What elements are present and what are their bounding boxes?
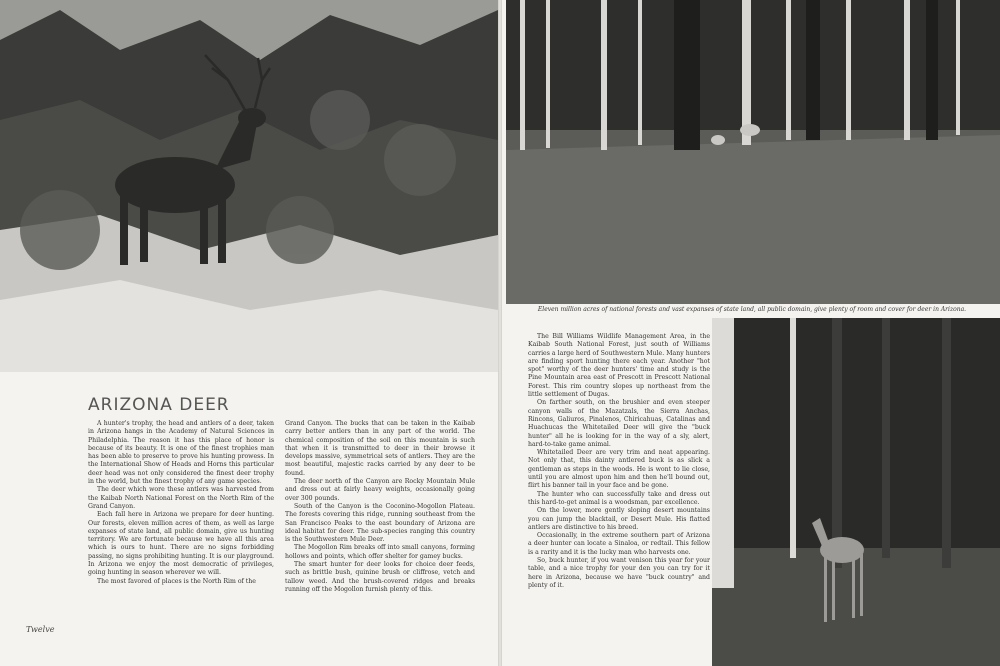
paragraph: The smart hunter for deer looks for choice deer feeds, such as brittle bush, quinine brush or cliffrose, vetch and tallow weed. And the brush-covered ridges and breaks running off the Mogollon furnish plenty of this. (285, 561, 475, 593)
paragraph: The deer which wore these antlers was harvested from the Kaibab North National Forest on the North Rim of the Grand Canyon. (88, 486, 274, 510)
paragraph: On farther south, on the brushier and even steeper canyon walls of the Mazatzals, the Sierra Anchas, Rincons, Galiuros, Pinalenos, Chiricahuas, Catalinas and Huachucas the Whitetailed Deer will give the "buck hunter" all he is looking for in the way of a sly, alert, hard-to-take game animal. (528, 399, 710, 448)
paragraph: On the lower, more gently sloping desert mountains you can jump the blacktail, or Desert Mule. His flatted antlers are distinctive to his breed. (528, 507, 710, 531)
paragraph: The hunter who can successfully take and dress out this hard-to-get animal is a woodsman, par excellence. (528, 490, 710, 506)
forest-deer-photo (506, 0, 1000, 304)
paragraph: So, buck hunter, if you want venison this year for your table, and a nice trophy for your den you can try for it here in Arizona, because we have "buck country" and plenty of it. (528, 557, 710, 589)
column-1 (88, 420, 274, 586)
paragraph: Whitetailed Deer are very trim and neat appearing. Not only that, this dainty antlered buck is as slick a gentleman as steps in the woods. He is wont to lie close, until you are almost upon him and then he'll bound out, flirt his banner tail in your face and be gone. (528, 449, 710, 490)
paragraph: The most favored of places is the North Rim of the (97, 577, 256, 585)
paragraph: The deer north of the Canyon are Rocky Mountain Mule and dress out at fairly heavy weights, occasionally going over 300 pounds. (285, 478, 475, 502)
left-page (0, 0, 498, 666)
woodland-deer-photo (712, 318, 1000, 666)
paragraph: South of the Canyon is the Coconino-Mogollon Plateau. The forests covering this ridge, running southeast from the San Francisco Peaks to the east boundary of Arizona are ideal habitat for deer. The sub-species ranging this country is the Southwestern Mule Deer. (285, 502, 475, 544)
paragraph: Grand Canyon. The bucks that can be taken in the Kaibab carry better antlers than in any part of the world. The chemical composition of the soil on this mountain is such that when it is transmitted to deer in their browse it develops massive, symmetrical sets of antlers. They are the most beautiful, majestic racks carried by any deer to be found. (285, 420, 475, 477)
paragraph: Occasionally, in the extreme southern part of Arizona a deer hunter can locate a Sinaloa, or redtail. This fellow is a rarity and it is the lucky man who harvests one. (528, 532, 710, 556)
buck-in-snow-photo (0, 0, 498, 372)
page-number: Twelve (26, 625, 55, 634)
column-2 (285, 420, 475, 594)
paragraph: The Bill Williams Wildlife Management Area, in the Kaibab South National Forest, just south of Williams carries a large herd of Southwestern Mule. Many hunters are finding sport hunting there each year. Another "hot spot" worthy of the deer hunters' time and study is the Pine Mountain area east of Prescott in Prescott National Forest. This rim country slopes up northeast from the little settlement of Dugas. (528, 333, 710, 399)
photo-caption: Eleven million acres of national forests and vast expanses of state land, all public domain, give plenty of room and cover for deer in Arizona. (537, 306, 967, 313)
paragraph: A hunter's trophy, the head and antlers of a deer, taken in Arizona hangs in the Academy of Natural Sciences in Philadelphia. The reason it has this place of honor is because of its beauty. It is one of the finest trophies man has been able to preserve to prove his hunting prowess. In the International Show of Heads and Horns this particular deer head was not only considered the finest deer trophy in the world, but the finest trophy of any game species. (88, 420, 274, 486)
right-page (502, 0, 1000, 666)
article-title: ARIZONA DEER (88, 395, 230, 415)
paragraph: The Mogollon Rim breaks off into small canyons, forming hollows and points, which offer shelter for gamey bucks. (285, 544, 475, 560)
paragraph: Each fall here in Arizona we prepare for deer hunting. Our forests, eleven million acres of them, as well as large expanses of state land, all public domain, give us hunting territory. We are fortunate because we have all this area which is ours to hunt. There are no signs forbidding passing, no signs prohibiting hunting. It is our playground. In Arizona we enjoy the most democratic of privileges, going hunting in season wherever we will. (88, 511, 274, 577)
column-3 (528, 333, 710, 590)
